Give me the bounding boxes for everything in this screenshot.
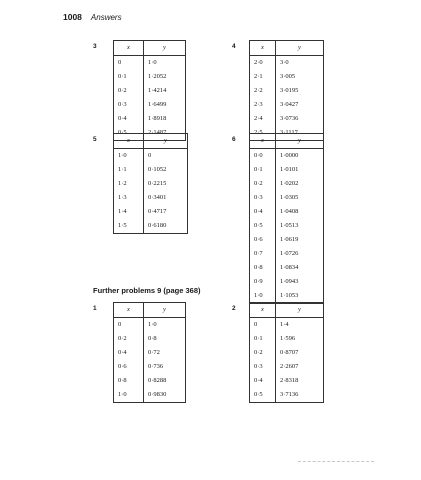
y-value-cell: 0·8288 xyxy=(144,374,186,388)
table-row xyxy=(114,163,188,177)
y-value-cell: 3·7136 xyxy=(276,388,324,403)
y-value-cell: 0 xyxy=(144,149,188,164)
answer-table xyxy=(249,302,324,403)
x-value-cell: 0·4 xyxy=(250,205,276,219)
x-value-cell: 0·6 xyxy=(114,360,144,374)
table-header-row xyxy=(250,303,324,318)
section-heading: Further problems 9 (page 368) xyxy=(93,286,201,295)
x-value-cell: 1·3 xyxy=(114,191,144,205)
problem-number: 5 xyxy=(93,136,97,143)
y-value-cell: 3·1117 xyxy=(276,126,324,141)
y-value-cell: 3·0427 xyxy=(276,98,324,112)
table-row xyxy=(114,388,186,403)
x-value-cell: 2·1 xyxy=(250,70,276,84)
column-header-y: y xyxy=(276,303,324,318)
table-row xyxy=(114,84,186,98)
table-header-row xyxy=(114,134,188,149)
x-value-cell: 0·4 xyxy=(114,112,144,126)
y-value-cell: 1·0000 xyxy=(276,149,324,164)
y-value-cell: 1·0408 xyxy=(276,205,324,219)
y-value-cell: 2·2607 xyxy=(276,360,324,374)
column-header-x: x xyxy=(250,134,276,149)
table-row xyxy=(250,191,324,205)
answer-table xyxy=(249,40,324,141)
y-value-cell: 1·0513 xyxy=(276,219,324,233)
y-value-cell: 0·2215 xyxy=(144,177,188,191)
y-value-cell: 0·736 xyxy=(144,360,186,374)
table-row xyxy=(250,261,324,275)
x-value-cell: 1·2 xyxy=(114,177,144,191)
table-row xyxy=(250,112,324,126)
y-value-cell: 0·72 xyxy=(144,346,186,360)
x-value-cell: 0·3 xyxy=(250,191,276,205)
table-row xyxy=(250,247,324,261)
y-value-cell: 1·0834 xyxy=(276,261,324,275)
table-row xyxy=(250,163,324,177)
table-row xyxy=(114,346,186,360)
table-row xyxy=(114,374,186,388)
x-value-cell: 1·4 xyxy=(114,205,144,219)
x-value-cell: 1·1 xyxy=(114,163,144,177)
table-row xyxy=(250,388,324,403)
column-header-y: y xyxy=(276,41,324,56)
table-row xyxy=(114,177,188,191)
x-value-cell: 2·2 xyxy=(250,84,276,98)
y-value-cell: 1·0619 xyxy=(276,233,324,247)
column-header-x: x xyxy=(114,41,144,56)
problem-number: 1 xyxy=(93,305,97,312)
x-value-cell: 1·0 xyxy=(114,149,144,164)
x-value-cell: 0 xyxy=(114,56,144,71)
x-value-cell: 0·5 xyxy=(114,126,144,141)
y-value-cell: 0·8 xyxy=(144,332,186,346)
table-row xyxy=(114,112,186,126)
x-value-cell: 0·8 xyxy=(114,374,144,388)
y-value-cell: 1·0943 xyxy=(276,275,324,289)
column-header-x: x xyxy=(114,134,144,149)
x-value-cell: 0 xyxy=(250,318,276,333)
x-value-cell: 0·2 xyxy=(250,177,276,191)
x-value-cell: 1·5 xyxy=(114,219,144,234)
y-value-cell: 3·0 xyxy=(276,56,324,71)
y-value-cell: 1·4214 xyxy=(144,84,186,98)
y-value-cell: 1·8918 xyxy=(144,112,186,126)
y-value-cell: 1·0726 xyxy=(276,247,324,261)
x-value-cell: 2·0 xyxy=(250,56,276,71)
problem-number: 4 xyxy=(232,43,236,50)
y-value-cell: 1·4 xyxy=(276,318,324,333)
x-value-cell: 0·0 xyxy=(250,149,276,164)
table-row xyxy=(250,360,324,374)
column-header-y: y xyxy=(144,303,186,318)
column-header-x: x xyxy=(250,41,276,56)
table-row xyxy=(114,318,186,333)
answer-table xyxy=(113,40,186,141)
table-row xyxy=(250,346,324,360)
x-value-cell: 0·2 xyxy=(250,346,276,360)
x-value-cell: 0·3 xyxy=(250,360,276,374)
footer-rule xyxy=(298,461,374,462)
problem-number: 6 xyxy=(232,136,236,143)
column-header-y: y xyxy=(144,41,186,56)
column-header-x: x xyxy=(250,303,276,318)
column-header-y: y xyxy=(144,134,188,149)
x-value-cell: 2·5 xyxy=(250,126,276,141)
x-value-cell: 0·1 xyxy=(250,332,276,346)
table-row xyxy=(114,360,186,374)
y-value-cell: 1·6499 xyxy=(144,98,186,112)
y-value-cell: 1·0 xyxy=(144,318,186,333)
y-value-cell: 0·1052 xyxy=(144,163,188,177)
table-row xyxy=(114,191,188,205)
x-value-cell: 2·3 xyxy=(250,98,276,112)
column-header-y: y xyxy=(276,134,324,149)
x-value-cell: 0·9 xyxy=(250,275,276,289)
x-value-cell: 0·4 xyxy=(250,374,276,388)
column-header-x: x xyxy=(114,303,144,318)
y-value-cell: 2·8318 xyxy=(276,374,324,388)
y-value-cell: 1·596 xyxy=(276,332,324,346)
y-value-cell: 3·005 xyxy=(276,70,324,84)
table-row xyxy=(250,149,324,164)
table-row xyxy=(250,70,324,84)
problem-number: 2 xyxy=(232,305,236,312)
table-row xyxy=(250,332,324,346)
y-value-cell: 2·1487 xyxy=(144,126,186,141)
x-value-cell: 0·5 xyxy=(250,388,276,403)
y-value-cell: 0·9830 xyxy=(144,388,186,403)
y-value-cell: 1·1053 xyxy=(276,289,324,304)
y-value-cell: 1·0202 xyxy=(276,177,324,191)
y-value-cell: 1·0 xyxy=(144,56,186,71)
y-value-cell: 0·4717 xyxy=(144,205,188,219)
answer-table xyxy=(249,133,324,304)
table-row xyxy=(114,332,186,346)
y-value-cell: 0·6180 xyxy=(144,219,188,234)
x-value-cell: 1·0 xyxy=(114,388,144,403)
table-row xyxy=(250,177,324,191)
table-row xyxy=(114,98,186,112)
x-value-cell: 0·2 xyxy=(114,332,144,346)
table-row xyxy=(114,205,188,219)
y-value-cell: 0·8707 xyxy=(276,346,324,360)
x-value-cell: 0·6 xyxy=(250,233,276,247)
table-row xyxy=(114,149,188,164)
x-value-cell: 0·1 xyxy=(250,163,276,177)
x-value-cell: 0·7 xyxy=(250,247,276,261)
table-row xyxy=(250,275,324,289)
answer-table xyxy=(113,302,186,403)
table-row xyxy=(250,219,324,233)
page-header xyxy=(63,7,122,25)
table-row xyxy=(250,233,324,247)
table-header-row xyxy=(114,303,186,318)
table-row xyxy=(114,219,188,234)
running-title: Answers xyxy=(90,13,122,22)
y-value-cell: 1·0305 xyxy=(276,191,324,205)
table-header-row xyxy=(250,134,324,149)
answer-table xyxy=(113,133,188,234)
x-value-cell: 0 xyxy=(114,318,144,333)
y-value-cell: 1·2052 xyxy=(144,70,186,84)
x-value-cell: 0·5 xyxy=(250,219,276,233)
x-value-cell: 2·4 xyxy=(250,112,276,126)
problem-number: 3 xyxy=(93,43,97,50)
x-value-cell: 0·4 xyxy=(114,346,144,360)
table-header-row xyxy=(114,41,186,56)
x-value-cell: 1·0 xyxy=(250,289,276,304)
table-row xyxy=(250,205,324,219)
table-header-row xyxy=(250,41,324,56)
x-value-cell: 0·3 xyxy=(114,98,144,112)
table-row xyxy=(114,56,186,71)
x-value-cell: 0·2 xyxy=(114,84,144,98)
x-value-cell: 0·1 xyxy=(114,70,144,84)
page-number: 1008 xyxy=(63,12,82,22)
table-row xyxy=(250,84,324,98)
y-value-cell: 0·3401 xyxy=(144,191,188,205)
y-value-cell: 3·0736 xyxy=(276,112,324,126)
table-row xyxy=(250,374,324,388)
y-value-cell: 3·0195 xyxy=(276,84,324,98)
x-value-cell: 0·8 xyxy=(250,261,276,275)
table-row xyxy=(250,98,324,112)
y-value-cell: 1·0101 xyxy=(276,163,324,177)
table-row xyxy=(250,56,324,71)
table-row xyxy=(250,318,324,333)
table-row xyxy=(114,70,186,84)
